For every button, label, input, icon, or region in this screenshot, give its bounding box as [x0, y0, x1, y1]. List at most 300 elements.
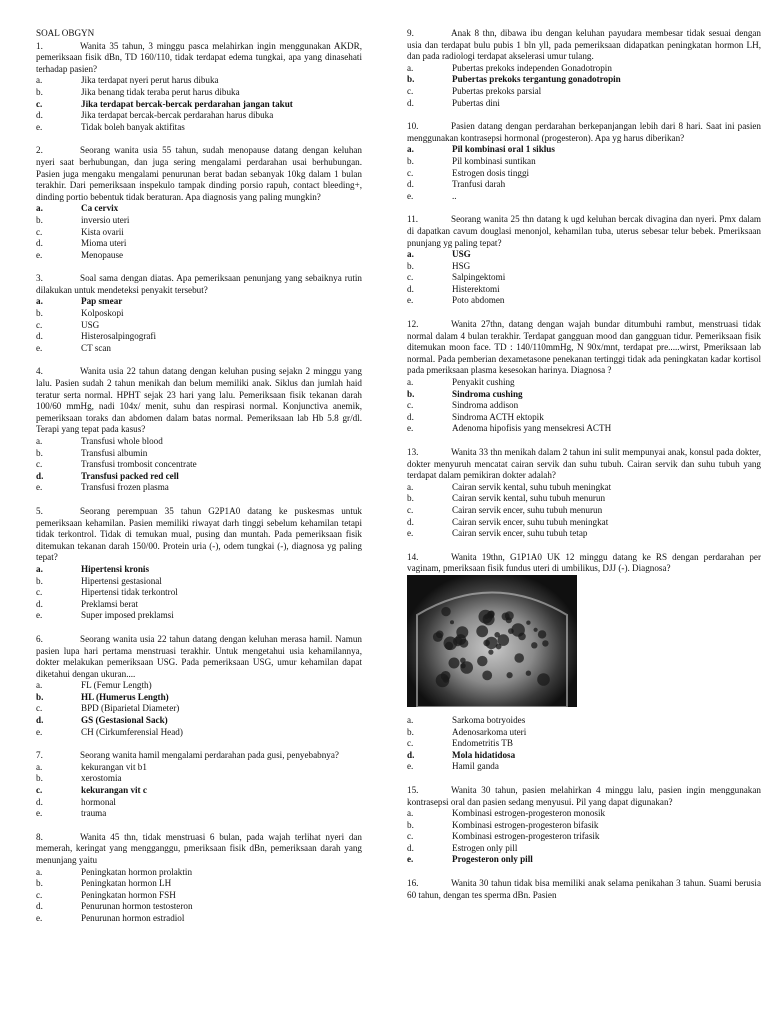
option-text: Cairan servik encer, suhu tubuh menurun — [452, 504, 603, 515]
option-letter: d. — [407, 516, 414, 527]
answer-option — [36, 808, 362, 820]
answer-option — [36, 797, 362, 809]
option-text: Kombinasi estrogen-progesteron bifasik — [452, 819, 599, 830]
answer-options — [407, 482, 761, 540]
option-text: Cairan servik encer, suhu tubuh tetap — [452, 528, 588, 539]
option-letter: e. — [36, 249, 43, 260]
question-text: Pasien datang dengan perdarahan berkepanjangan lebih dari 8 hari. Saat ini pasien menggunakan kontrasepsi hormonal (progesteron). Apa yg harus diberikan? — [407, 121, 761, 143]
answer-option — [407, 528, 761, 540]
answer-options — [36, 762, 362, 820]
answer-options — [36, 564, 362, 622]
option-letter: e. — [407, 190, 414, 201]
option-text: Endometritis TB — [452, 738, 513, 749]
question-item — [407, 447, 761, 540]
question-item — [407, 552, 761, 773]
left-question-list — [36, 41, 362, 925]
answer-option — [36, 867, 362, 879]
option-text: Transfusi albumin — [81, 447, 148, 458]
answer-option — [407, 86, 761, 98]
answer-option — [407, 98, 761, 110]
answer-option — [407, 400, 761, 412]
question-number: 15. — [407, 784, 419, 795]
option-letter: e. — [36, 482, 43, 493]
answer-option — [407, 854, 761, 866]
question-text: Seorang wanita 25 thn datang k ugd keluhan bercak divagina dan nyeri. Pmx dalam di dapatkan cavum douglasi menonjol, kehamilan tuba, uterus sebesar telur bebek. Pmeriksaan pnunjang yg paling tepat? — [407, 214, 761, 248]
question-item — [36, 145, 362, 261]
question-stem — [36, 145, 362, 203]
answer-option — [36, 785, 362, 797]
option-letter: b. — [36, 447, 43, 458]
option-text: Salpingektomi — [452, 272, 506, 283]
option-text: Cairan servik kental, suhu tubuh meningkat — [452, 481, 612, 492]
answer-option — [36, 215, 362, 227]
question-number: 4. — [36, 366, 43, 377]
option-text: Hipertensi kronis — [81, 563, 150, 574]
answer-option — [36, 901, 362, 913]
option-text: trauma — [81, 808, 107, 819]
option-text: Hamil ganda — [452, 761, 499, 772]
option-letter: c. — [36, 459, 43, 470]
option-letter: a. — [407, 249, 414, 260]
option-text: GS (Gestasional Sack) — [81, 715, 168, 726]
answer-option — [36, 773, 362, 785]
option-letter: d. — [407, 283, 414, 294]
option-letter: e. — [407, 295, 414, 306]
answer-options — [36, 203, 362, 261]
option-text: kekurangan vit c — [81, 785, 147, 796]
option-letter: a. — [407, 714, 414, 725]
option-letter: a. — [36, 203, 43, 214]
option-letter: e. — [36, 726, 43, 737]
question-number: 2. — [36, 145, 43, 156]
answer-option — [407, 412, 761, 424]
option-letter: c. — [407, 504, 414, 515]
question-number: 9. — [407, 28, 414, 38]
answer-options — [407, 144, 761, 202]
answer-options — [407, 63, 761, 109]
answer-option — [407, 517, 761, 529]
document-title: SOAL OBGYN — [36, 28, 95, 38]
answer-option — [407, 377, 761, 389]
answer-option — [407, 761, 761, 773]
answer-option — [36, 203, 362, 215]
option-letter: b. — [407, 493, 414, 504]
question-text: Soal sama dengan diatas. Apa pemeriksaan penunjang yang sebaiknya rutin dilakukan untuk mendeteksi penyakit tersebut? — [36, 273, 362, 295]
option-letter: e. — [407, 423, 414, 434]
option-letter: c. — [407, 738, 414, 749]
question-text: Wanita 27thn, datang dengan wajah bundar ditumbuhi rambut, menstruasi tidak normal dalam 4 bulan terakhir. Terdapat gangguan mood dan gangguan tidur. Pemeriksaan fisik ditemukan moon face. TD : 140/110mmHg, N 90x/mnt, terdapat pre.....wirst, Pmeriksaan lab normal. Pada pemberian dexametasone penekanan tertinggi tidak ada peningkatan kadar kortisol pada pmeriksaan plasma kesesokan harinya. Diagnosa ? — [407, 319, 761, 376]
option-letter: a. — [36, 75, 43, 86]
question-item — [407, 785, 761, 866]
option-letter: e. — [36, 610, 43, 621]
answer-option — [36, 471, 362, 483]
question-number: 3. — [36, 273, 43, 284]
question-number: 5. — [36, 505, 43, 516]
answer-option — [36, 890, 362, 902]
option-letter: e. — [36, 808, 43, 819]
answer-options — [36, 867, 362, 925]
option-letter: c. — [407, 400, 414, 411]
question-stem — [407, 447, 761, 482]
question-stem — [407, 28, 761, 63]
option-letter: b. — [36, 308, 43, 319]
option-text: Peningkatan hormon LH — [81, 878, 172, 889]
question-item — [407, 28, 761, 109]
option-letter: b. — [407, 74, 415, 85]
option-text: kekurangan vit b1 — [81, 761, 147, 772]
option-letter: a. — [36, 436, 43, 446]
option-letter: a. — [36, 866, 43, 877]
question-text: Wanita 45 thn, tidak menstruasi 6 bulan, pada wajah terlihat nyeri dan memerah, keringat yang mengganggu, pmeriksaan fisik dBn, pemeriksaan darah yang menunjang yaitu — [36, 831, 362, 865]
answer-option — [36, 75, 362, 87]
option-text: Jika terdapat bercak-bercak perdarahan harus dibuka — [81, 110, 274, 121]
question-text: Seorang wanita usia 22 tahun datang dengan keluhan merasa hamil. Namun pasien lupa hari pertama menstruasi terakhir. Untuk mengetahui usia kehamilannya, dokter melakukan pemeriksaan USG. Pada pemeriksaan USG, umur kehamilan dapat diketahui dengan ukuran.... — [36, 633, 362, 679]
answer-option — [36, 296, 362, 308]
question-stem — [407, 878, 761, 901]
option-letter: d. — [36, 715, 44, 726]
option-letter: c. — [36, 703, 43, 714]
question-stem — [407, 121, 761, 144]
question-text: Seorang wanita hamil mengalami perdarahan pada gusi, penyebabnya? — [80, 750, 339, 761]
option-text: Sarkoma botryoides — [452, 714, 526, 725]
option-text: Poto abdomen — [452, 295, 505, 306]
question-text: Wanita 30 tahun, pasien melahirkan 4 minggu lalu, pasien ingin menggunakan kontrasepsi oral dan pasien sedang menyusui. Pil yang dapat digunakan? — [407, 784, 761, 807]
question-text: Seorang perempuan 35 tahun G2P1A0 datang ke puskesmas untuk pemeriksaan kehamilan. Pasien memiliki riwayat darh tinggi sebelum kehamilan tetapi tidak terkontrol. Tidak di temukan mual, pusing dan muntah. Pada pemeriksaan fisik ditemukan tekanan darah 150/00. Protein uria (-), odem tungkai (-), diagnosa yg paling tepat? — [36, 505, 362, 563]
answer-options — [36, 680, 362, 738]
question-item — [36, 634, 362, 738]
option-text: USG — [81, 319, 100, 330]
option-text: Adenoma hipofisis yang mensekresi ACTH — [452, 423, 612, 434]
option-letter: e. — [407, 761, 414, 772]
answer-option — [407, 74, 761, 86]
option-text: Sindroma ACTH ektopik — [452, 411, 544, 422]
question-stem — [407, 214, 761, 249]
answer-option — [407, 843, 761, 855]
option-letter: c. — [407, 272, 414, 283]
option-letter: e. — [36, 342, 43, 353]
question-item — [407, 121, 761, 202]
question-number: 6. — [36, 633, 43, 644]
option-letter: d. — [36, 598, 43, 609]
question-text: Wanita 19thn, G1P1A0 UK 12 minggu datang ke RS dengan perdarahan per vaginam, pmeriksaan fisik fundus uteri di umbilikus, DJJ (-). Diagnosa? — [407, 551, 761, 574]
answer-option — [36, 703, 362, 715]
option-letter: c. — [36, 889, 43, 900]
answer-option — [36, 238, 362, 250]
option-text: Progesteron only pill — [452, 854, 533, 865]
option-text: Tidak boleh banyak aktifitas — [81, 121, 185, 132]
option-text: Kista ovarii — [81, 226, 124, 237]
answer-option — [407, 715, 761, 727]
answer-option — [36, 564, 362, 576]
answer-option — [407, 423, 761, 435]
answer-option — [407, 63, 761, 75]
question-number: 10. — [407, 121, 419, 132]
option-text: Penurunan hormon testosteron — [81, 901, 193, 912]
question-item — [36, 506, 362, 622]
answer-option — [407, 738, 761, 750]
answer-option — [36, 331, 362, 343]
answer-option — [407, 295, 761, 307]
answer-option — [36, 599, 362, 611]
option-letter: c. — [36, 226, 43, 237]
option-text: Hipertensi gestasional — [81, 575, 162, 586]
question-number: 11. — [407, 214, 419, 225]
option-text: Estrogen dosis tinggi — [452, 167, 530, 178]
option-text: inversio uteri — [81, 214, 130, 225]
option-letter: d. — [407, 179, 414, 190]
answer-option — [407, 168, 761, 180]
option-letter: b. — [407, 260, 414, 271]
answer-option — [36, 343, 362, 355]
option-letter: d. — [407, 842, 414, 853]
answer-option — [36, 250, 362, 262]
question-stem — [407, 319, 761, 377]
option-text: Pubertas dini — [452, 97, 500, 108]
option-letter: c. — [36, 319, 43, 330]
option-text: Sindroma cushing — [452, 388, 523, 399]
question-stem — [36, 41, 362, 76]
option-letter: b. — [36, 575, 43, 586]
question-text: Wanita usia 22 tahun datang dengan keluhan pusing sejakn 2 minggu yang lalu. Pasien sudah 2 tahun menikah dan belum memiliki anak. Siklus dan jumlah haid teratur serta normal. HPHT sejak 23 hari yang lalu. Pemeriksaan fisik tekanan darah 100/60 mmHg, nadi 104x/ menit, suhu dan respirasi normal. Konjunctiva anemik, pemeriksaan toraks dan abdomen dalam batas normal. Pemeriksaan lab Hb 5.8 gr/dl. Terapi yang tepat pada kasus? — [36, 366, 362, 435]
option-letter: d. — [407, 411, 414, 422]
answer-option — [36, 610, 362, 622]
answer-option — [407, 261, 761, 273]
answer-option — [36, 727, 362, 739]
answer-option — [407, 389, 761, 401]
answer-option — [36, 482, 362, 494]
answer-option — [407, 191, 761, 203]
option-text: Pap smear — [81, 296, 123, 307]
option-letter: a. — [36, 296, 43, 307]
answer-option — [36, 448, 362, 460]
answer-option — [36, 878, 362, 890]
option-text: USG — [452, 249, 471, 260]
question-item — [407, 878, 761, 901]
question-item — [407, 214, 761, 307]
option-letter: d. — [36, 238, 43, 249]
option-text: xerostomia — [81, 773, 122, 784]
option-letter: c. — [407, 831, 414, 842]
question-stem — [36, 366, 362, 436]
question-number: 13. — [407, 447, 419, 457]
left-column — [36, 28, 362, 937]
answer-option — [36, 762, 362, 774]
answer-option — [407, 831, 761, 843]
answer-option — [36, 913, 362, 925]
option-text: Mioma uteri — [81, 238, 127, 249]
question-number: 16. — [407, 878, 419, 889]
option-letter: e. — [36, 121, 43, 132]
option-text: Pubertas prekoks independen Gonadotropin — [452, 62, 612, 73]
question-stem — [36, 273, 362, 296]
option-text: Pil kombinasi suntikan — [452, 155, 536, 166]
option-text: Histerosalpingografi — [81, 331, 157, 342]
option-letter: a. — [36, 563, 43, 574]
answer-option — [36, 680, 362, 692]
answer-option — [36, 459, 362, 471]
option-letter: c. — [407, 167, 414, 178]
answer-options — [407, 377, 761, 435]
option-letter: b. — [36, 214, 43, 225]
answer-options — [407, 715, 761, 773]
option-letter: a. — [36, 680, 43, 691]
question-item — [407, 319, 761, 435]
option-letter: c. — [36, 98, 43, 109]
question-number: 8. — [36, 831, 43, 842]
option-text: CT scan — [81, 342, 111, 353]
option-text: Jika terdapat nyeri perut harus dibuka — [81, 75, 219, 86]
question-item — [36, 366, 362, 494]
option-letter: c. — [36, 587, 43, 598]
option-text: CH (Cirkumferensial Head) — [81, 726, 183, 737]
question-item — [36, 273, 362, 354]
answer-option — [407, 156, 761, 168]
option-text: Mola hidatidosa — [452, 749, 516, 760]
option-text: Peningkatan hormon prolaktin — [81, 866, 193, 877]
question-number: 1. — [36, 40, 43, 51]
answer-option — [36, 692, 362, 704]
option-letter: a. — [407, 808, 414, 819]
option-letter: a. — [407, 377, 414, 388]
answer-option — [407, 505, 761, 517]
option-letter: b. — [407, 155, 414, 166]
option-text: Peningkatan hormon FSH — [81, 889, 176, 900]
question-item — [36, 832, 362, 925]
question-text: Wanita 35 tahun, 3 minggu pasca melahirkan ingin menggunakan AKDR, pemeriksaan fisik dBn, TD 160/110, tidak terdapat edema tungkai, apa yang dinasehati terhadap pasien? — [36, 40, 362, 74]
option-text: Penurunan hormon estradiol — [81, 912, 185, 923]
question-number: 12. — [407, 319, 419, 330]
option-letter: c. — [36, 785, 43, 796]
option-text: Jika terdapat bercak-bercak perdarahan jangan takut — [81, 98, 293, 109]
option-text: .. — [452, 190, 457, 201]
option-text: Sindroma addison — [452, 400, 519, 411]
option-letter: b. — [36, 86, 43, 97]
option-letter: e. — [36, 912, 43, 923]
option-text: Menopause — [81, 249, 124, 260]
option-letter: b. — [407, 819, 414, 830]
option-text: hormonal — [81, 796, 116, 807]
option-text: Ca cervix — [81, 203, 119, 214]
answer-option — [407, 272, 761, 284]
option-text: BPD (Biparietal Diameter) — [81, 703, 180, 714]
question-number: 7. — [36, 750, 43, 761]
option-text: Estrogen only pill — [452, 842, 518, 853]
answer-option — [407, 144, 761, 156]
option-text: Adenosarkoma uteri — [452, 726, 527, 737]
option-text: HL (Humerus Length) — [81, 691, 169, 702]
option-letter: b. — [407, 388, 415, 399]
question-item — [36, 41, 362, 134]
answer-option — [407, 249, 761, 261]
option-text: Histerektomi — [452, 283, 500, 294]
option-text: Cairan servik kental, suhu tubuh menurun — [452, 493, 606, 504]
answer-option — [407, 179, 761, 191]
answer-option — [407, 750, 761, 762]
answer-option — [36, 576, 362, 588]
option-letter: b. — [36, 691, 44, 702]
option-letter: a. — [407, 481, 414, 492]
option-letter: e. — [407, 854, 414, 865]
ultrasound-image — [407, 575, 577, 707]
option-letter: d. — [36, 110, 43, 121]
answer-options — [407, 808, 761, 866]
option-text: Cairan servik encer, suhu tubuh meningkat — [452, 516, 609, 527]
option-text: Penyakit cushing — [452, 377, 515, 388]
question-stem — [36, 750, 362, 762]
answer-option — [36, 110, 362, 122]
option-letter: a. — [407, 144, 414, 155]
option-text: Preklamsi berat — [81, 598, 139, 609]
question-text: Seorang wanita usia 55 tahun, sudah menopause datang dengan keluhan nyeri saat berhubungan, dan juga sering mengalami perdarahan usai berhubungan. Pasien juga mengaku mengalami penurunan berat badan sebanyak 10kg dalam 1 bulan terakhir. Dari pemeriksaan inspekulo tampak dinding porsio rapuh, contact bleeding+, dinding portio bebentuk tidak beraturan. Apa diagnosis yang paling mungkin? — [36, 145, 362, 202]
option-letter: b. — [36, 878, 43, 889]
option-letter: d. — [407, 97, 414, 108]
option-letter: d. — [407, 749, 415, 760]
option-letter: e. — [407, 528, 414, 539]
option-letter: d. — [36, 470, 44, 481]
option-text: Pubertas prekoks tergantung gonadotropin — [452, 74, 621, 85]
answer-option — [36, 122, 362, 134]
option-letter: d. — [36, 901, 43, 912]
option-letter: d. — [36, 331, 43, 342]
answer-option — [36, 87, 362, 99]
answer-option — [407, 493, 761, 505]
answer-option — [36, 227, 362, 239]
question-stem — [407, 785, 761, 808]
answer-option — [36, 320, 362, 332]
answer-option — [407, 808, 761, 820]
option-letter: a. — [36, 761, 43, 772]
answer-options — [36, 296, 362, 354]
option-text: Kombinasi estrogen-progesteron monosik — [452, 808, 606, 819]
answer-options — [36, 75, 362, 133]
answer-options — [407, 249, 761, 307]
question-item — [36, 750, 362, 820]
answer-options — [36, 436, 362, 494]
question-number: 14. — [407, 551, 419, 562]
question-text: Wanita 30 tahun tidak bisa memiliki anak selama penikahan 3 tahun. Suami berusia 60 tahun, dengan tes sperma dBn. Pasien — [407, 878, 761, 900]
option-text: Transfusi trombosit concentrate — [81, 459, 197, 470]
option-text: Transfusi packed red cell — [81, 470, 179, 481]
option-letter: b. — [36, 773, 43, 784]
answer-option — [36, 308, 362, 320]
option-text: FL (Femur Length) — [81, 680, 152, 691]
option-text: Jika benang tidak teraba perut harus dibuka — [81, 86, 240, 97]
option-letter: b. — [407, 726, 414, 737]
answer-option — [407, 727, 761, 739]
option-text: Hipertensi tidak terkontrol — [81, 587, 178, 598]
option-text: HSG — [452, 260, 471, 271]
option-text: Super imposed preklamsi — [81, 610, 174, 621]
option-text: Transfusi frozen plasma — [81, 482, 169, 493]
answer-option — [36, 715, 362, 727]
answer-option — [36, 436, 362, 448]
option-text: Tranfusi darah — [452, 179, 506, 190]
question-text: Wanita 33 thn menikah dalam 2 tahun ini sulit mempunyai anak, konsul pada dokter, dokter menyuruh mencatat cairan servik dan suhu tubuh. Cairan servik dan suhu tubuh yang terdapat dalam pemikiran dokter adalah? — [407, 447, 761, 481]
option-text: Transfusi whole blood — [81, 436, 163, 446]
option-text: Pil kombinasi oral 1 siklus — [452, 144, 555, 155]
option-letter: a. — [407, 62, 414, 73]
answer-option — [407, 284, 761, 296]
question-text: Anak 8 thn, dibawa ibu dengan keluhan payudara membesar tidak sesuai dengan usia dan terdapat bulu pubis 1 bln yll, pada pemeriksaan didapatkan peningkatan hormon LH, dan pada radiologi terdapat akselerasi umur tulang. — [407, 28, 761, 62]
answer-option — [36, 587, 362, 599]
option-letter: c. — [407, 85, 414, 96]
answer-option — [407, 482, 761, 494]
answer-option — [36, 99, 362, 111]
question-stem — [36, 634, 362, 680]
option-letter: d. — [36, 796, 43, 807]
right-question-list — [407, 28, 761, 901]
option-text: Kolposkopi — [81, 308, 124, 319]
